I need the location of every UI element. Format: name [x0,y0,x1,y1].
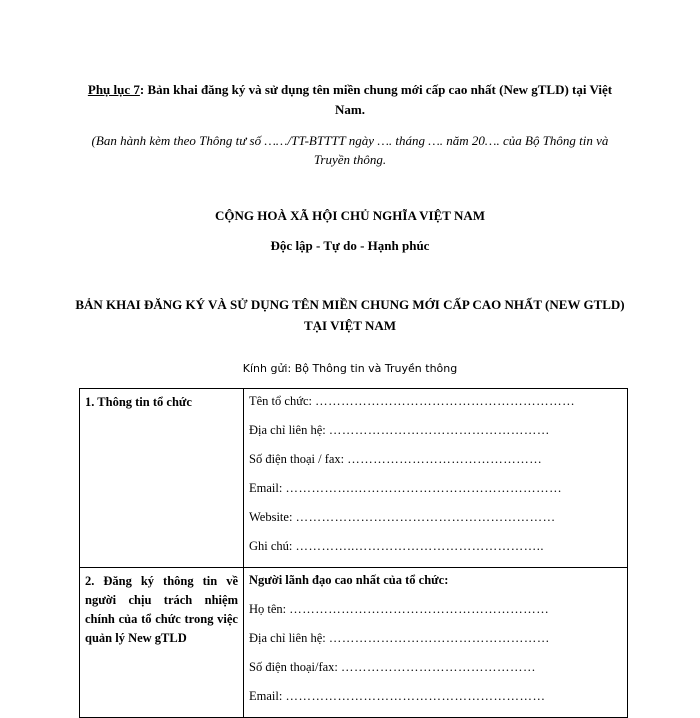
field-label: Địa chỉ liên hệ: [249,631,326,645]
form-field[interactable] [249,451,627,480]
form-field[interactable] [249,538,627,567]
form-field[interactable] [249,480,627,509]
field-label: Địa chỉ liên hệ: [249,423,326,437]
field-dots: …………………………………………… [328,631,550,645]
form-field[interactable] [249,422,627,451]
field-dots: …………..…………………………………….. [295,539,545,553]
field-label: Ghi chú: [249,539,293,553]
section-fields [244,568,628,718]
section-fields [244,389,628,568]
recipient-line: Kính gửi: Bộ Thông tin và Truyền thông [242,362,458,375]
document-title: BẢN KHAI ĐĂNG KÝ VÀ SỬ DỤNG TÊN MIỀN CHUNG MỚI CẤP CAO NHẤT (NEW GTLD) TẠI VIỆT NAM [75,297,625,333]
field-label: Tên tổ chức: [249,394,313,408]
appendix-heading [80,80,620,120]
field-label: Email: [249,481,283,495]
field-dots: ……………………………………… [341,660,536,674]
issued-note: (Ban hành kèm theo Thông tư số ……/TT-BTTTT ngày …. tháng …. năm 20…. của Bộ Thông tin và Truyền thông. [91,133,609,167]
field-dots: …………………………………………………… [285,689,546,703]
field-dots: …………………………………………………… [289,602,550,616]
form-field[interactable] [249,393,627,422]
field-dots: …………………………………………………… [315,394,576,408]
field-label: Website: [249,510,293,524]
section-organization-row [80,389,628,568]
section-responsible-person-row [80,568,628,718]
registration-form-table [79,388,628,718]
national-title: CỘNG HOÀ XÃ HỘI CHỦ NGHĨA VIỆT NAM [214,208,486,223]
section-title: 1. Thông tin tổ chức [80,389,244,568]
field-label: Họ tên: [249,602,287,616]
form-field[interactable] [249,688,627,717]
field-dots: …………………………………………………… [295,510,556,524]
section-subheading: Người lãnh đạo cao nhất của tổ chức: [249,573,449,587]
field-dots: …………………………………………… [328,423,550,437]
field-dots: ……………………………………… [347,452,543,466]
form-field[interactable] [249,509,627,538]
field-label: Email: [249,689,283,703]
field-label: Số điện thoại/fax: [249,660,338,674]
field-label: Số điện thoại / fax: [249,452,345,466]
field-dots: …………….………………………………………… [285,481,563,495]
appendix-label: Phụ lục 7 [87,82,140,97]
form-field[interactable] [249,601,627,630]
national-motto: Độc lập - Tự do - Hạnh phúc [270,238,430,253]
form-field[interactable] [249,630,627,659]
form-field[interactable] [249,659,627,688]
section-title: 2. Đăng ký thông tin về người chịu trách nhiệm chính của tổ chức trong việc quản lý New gTLD [80,568,244,718]
appendix-text: : Bản khai đăng ký và sử dụng tên miền chung mới cấp cao nhất (New gTLD) tại Việt Nam. [139,82,613,117]
